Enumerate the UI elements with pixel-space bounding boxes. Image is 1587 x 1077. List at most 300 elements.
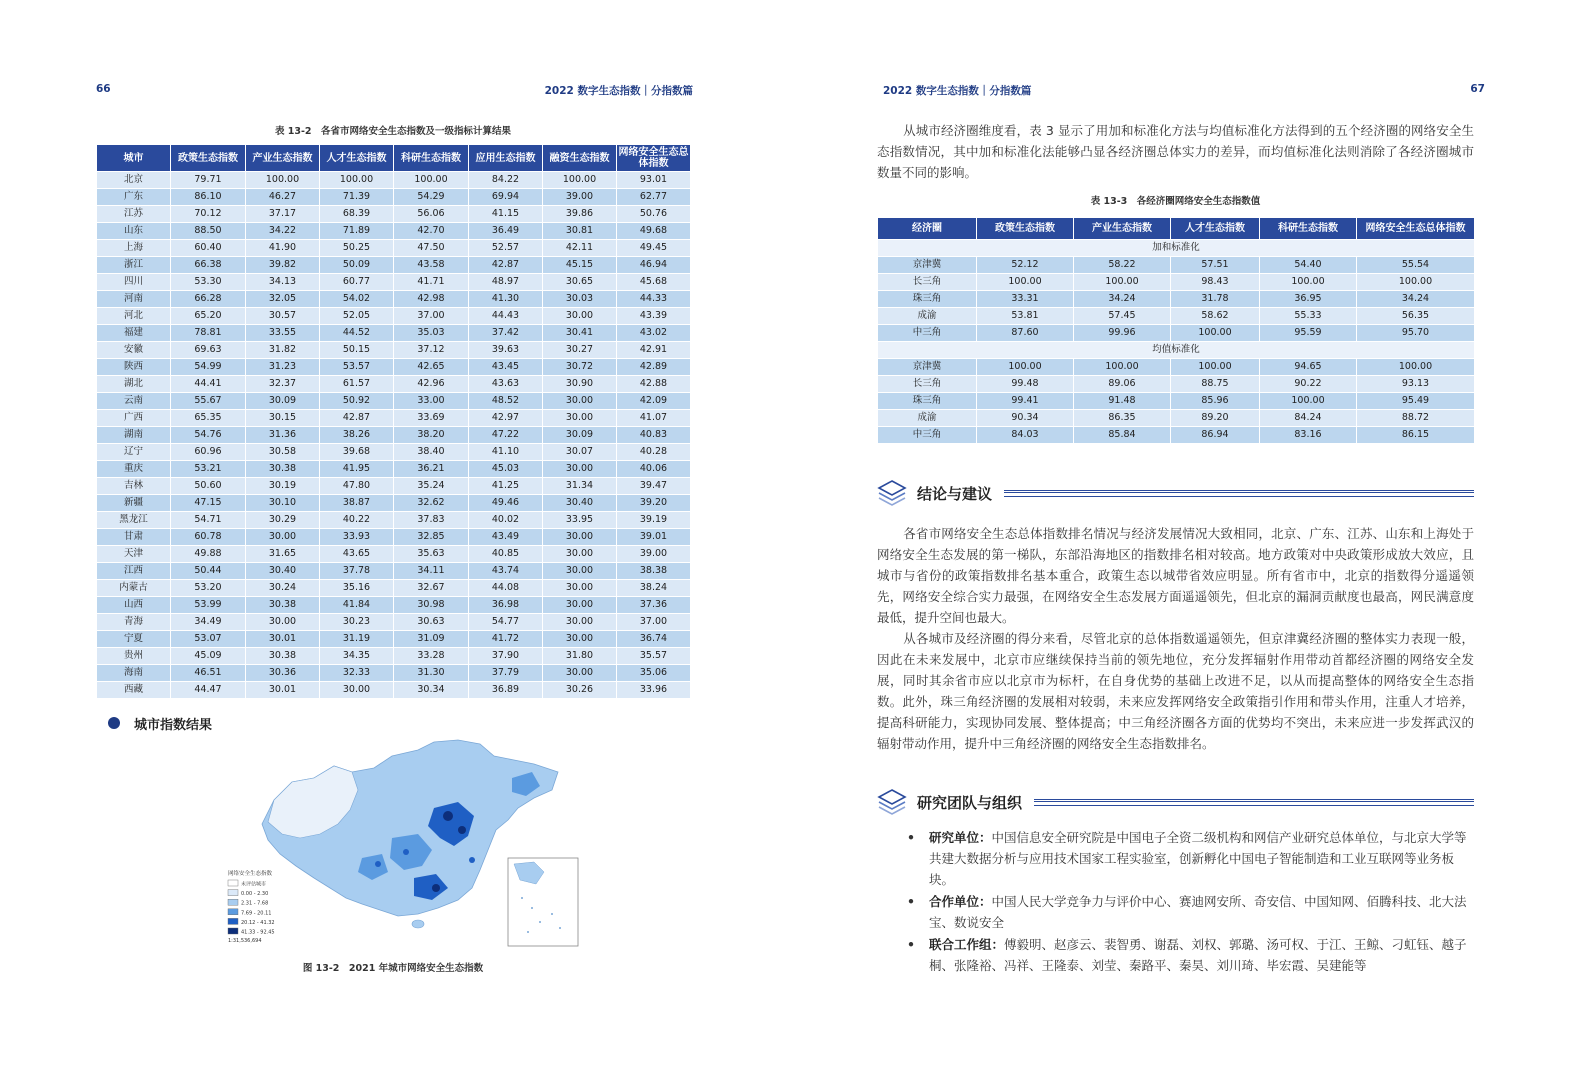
table-cell: 37.42	[469, 325, 543, 342]
layers-icon	[877, 787, 907, 817]
table-cell: 广东	[97, 189, 171, 206]
table-cell: 89.20	[1171, 410, 1260, 427]
table-cell: 宁夏	[97, 631, 171, 648]
table-row	[97, 376, 691, 393]
table-cell: 38.40	[394, 444, 469, 461]
table-cell: 39.63	[469, 342, 543, 359]
table-cell: 93.01	[617, 172, 691, 189]
table-row	[878, 274, 1475, 291]
table-cell: 30.27	[543, 342, 617, 359]
table-header-cell: 科研生态指数	[1260, 218, 1357, 240]
table-cell: 30.90	[543, 376, 617, 393]
table-cell: 36.74	[617, 631, 691, 648]
table-cell: 70.12	[171, 206, 246, 223]
table-cell: 39.01	[617, 529, 691, 546]
hainan-island	[412, 920, 424, 928]
table-cell: 38.20	[394, 427, 469, 444]
table-cell: 35.24	[394, 478, 469, 495]
table-cell: 33.95	[543, 512, 617, 529]
legend-swatch	[228, 890, 238, 896]
table-cell: 61.57	[320, 376, 394, 393]
table-cell: 99.41	[977, 393, 1074, 410]
table-cell: 47.80	[320, 478, 394, 495]
table-group-row	[878, 240, 1475, 257]
table-cell: 57.51	[1171, 257, 1260, 274]
table-row	[878, 393, 1475, 410]
table-cell: 84.24	[1260, 410, 1357, 427]
table-row	[97, 631, 691, 648]
table-header-cell: 人才生态指数	[320, 145, 394, 172]
table-row	[97, 206, 691, 223]
table-cell: 32.67	[394, 580, 469, 597]
table-cell: 85.84	[1074, 427, 1171, 444]
list-item-label: 合作单位：	[929, 894, 992, 909]
table-cell: 33.96	[617, 682, 691, 699]
china-city-map	[222, 738, 582, 950]
legend-swatch	[228, 909, 238, 915]
table-cell: 河南	[97, 291, 171, 308]
table-row	[97, 172, 691, 189]
table-cell: 西藏	[97, 682, 171, 699]
table-cell: 48.97	[469, 274, 543, 291]
table-cell: 100.00	[1074, 274, 1171, 291]
table-cell: 京津冀	[878, 257, 977, 274]
table-group-label: 加和标准化	[878, 240, 1475, 257]
city-index-table	[96, 144, 691, 699]
table-cell: 30.00	[246, 529, 320, 546]
table-cell: 100.00	[394, 172, 469, 189]
table-header-cell: 产业生态指数	[1074, 218, 1171, 240]
legend-scale: 1:31,536,694	[228, 938, 262, 944]
table-row	[878, 427, 1475, 444]
table-cell: 40.28	[617, 444, 691, 461]
table-cell: 30.07	[543, 444, 617, 461]
table-cell: 66.28	[171, 291, 246, 308]
table-row	[97, 393, 691, 410]
table-cell: 37.17	[246, 206, 320, 223]
table-cell: 42.91	[617, 342, 691, 359]
table-row	[97, 427, 691, 444]
heading-text: 研究团队与组织	[917, 793, 1023, 812]
table-cell: 湖北	[97, 376, 171, 393]
running-head: 2022 数字生态指数｜分指数篇	[883, 85, 1032, 97]
table-cell: 50.15	[320, 342, 394, 359]
table-cell: 69.94	[469, 189, 543, 206]
bullet-icon: •	[907, 830, 915, 845]
table-cell: 34.22	[246, 223, 320, 240]
table-cell: 52.57	[469, 240, 543, 257]
table-cell: 31.78	[1171, 291, 1260, 308]
table-cell: 天津	[97, 546, 171, 563]
table-row	[97, 240, 691, 257]
table-cell: 30.09	[543, 427, 617, 444]
table-header-cell: 人才生态指数	[1171, 218, 1260, 240]
table-row	[97, 274, 691, 291]
table-row	[97, 512, 691, 529]
table-header-cell: 产业生态指数	[246, 145, 320, 172]
table-row	[97, 223, 691, 240]
table-cell: 山西	[97, 597, 171, 614]
table-cell: 30.36	[246, 665, 320, 682]
table-cell: 100.00	[1357, 274, 1475, 291]
table-cell: 40.06	[617, 461, 691, 478]
table-cell: 48.52	[469, 393, 543, 410]
table-row	[97, 342, 691, 359]
table-cell: 56.35	[1357, 308, 1475, 325]
table-cell: 42.89	[617, 359, 691, 376]
table-cell: 37.83	[394, 512, 469, 529]
table-cell: 53.20	[171, 580, 246, 597]
table-cell: 53.21	[171, 461, 246, 478]
table-header-cell: 融资生态指数	[543, 145, 617, 172]
table-cell: 50.44	[171, 563, 246, 580]
table-cell: 江西	[97, 563, 171, 580]
table-cell: 52.05	[320, 308, 394, 325]
table-cell: 65.35	[171, 410, 246, 427]
table-cell: 44.43	[469, 308, 543, 325]
table-cell: 34.35	[320, 648, 394, 665]
table-header-cell: 网络安全生态总体指数	[1357, 218, 1475, 240]
table-cell: 39.68	[320, 444, 394, 461]
table-cell: 42.65	[394, 359, 469, 376]
table-cell: 100.00	[1171, 325, 1260, 342]
table-cell: 30.72	[543, 359, 617, 376]
map-legend	[228, 869, 275, 944]
table-cell: 41.30	[469, 291, 543, 308]
table-cell: 55.33	[1260, 308, 1357, 325]
table-cell: 42.88	[617, 376, 691, 393]
table-cell: 30.38	[246, 461, 320, 478]
table-cell: 88.72	[1357, 410, 1475, 427]
table-cell: 41.10	[469, 444, 543, 461]
table-cell: 长三角	[878, 376, 977, 393]
table-cell: 37.00	[617, 614, 691, 631]
table-cell: 京津冀	[878, 359, 977, 376]
table-cell: 30.09	[246, 393, 320, 410]
table-cell: 50.76	[617, 206, 691, 223]
table-cell: 87.60	[977, 325, 1074, 342]
table-cell: 43.58	[394, 257, 469, 274]
city-point	[458, 826, 466, 834]
table-cell: 32.85	[394, 529, 469, 546]
table-cell: 38.24	[617, 580, 691, 597]
table-header-cell: 科研生态指数	[394, 145, 469, 172]
table-cell: 49.45	[617, 240, 691, 257]
table-cell: 43.49	[469, 529, 543, 546]
table-cell: 85.96	[1171, 393, 1260, 410]
table-cell: 36.89	[469, 682, 543, 699]
legend-swatch	[228, 918, 238, 924]
legend-label: 7.69 - 20.11	[241, 910, 272, 917]
table-cell: 30.03	[543, 291, 617, 308]
table-cell: 100.00	[1074, 359, 1171, 376]
table-cell: 30.00	[543, 614, 617, 631]
table-cell: 30.24	[246, 580, 320, 597]
table-cell: 重庆	[97, 461, 171, 478]
table-cell: 贵州	[97, 648, 171, 665]
table-cell: 31.34	[543, 478, 617, 495]
table-cell: 41.25	[469, 478, 543, 495]
table-cell: 54.71	[171, 512, 246, 529]
table-cell: 上海	[97, 240, 171, 257]
team-heading	[877, 787, 1474, 817]
table-group-label: 均值标准化	[878, 342, 1475, 359]
table-cell: 42.87	[320, 410, 394, 427]
table-row	[97, 359, 691, 376]
table-cell: 32.33	[320, 665, 394, 682]
table-cell: 陕西	[97, 359, 171, 376]
map-caption: 图 13-2 2021 年城市网络安全生态指数	[302, 963, 484, 974]
table-cell: 50.92	[320, 393, 394, 410]
table-cell: 43.63	[469, 376, 543, 393]
list-item-text: 傅毅明、赵彦云、裴智勇、谢磊、刘权、郭璐、汤可权、于江、王鲸、刁虹钰、越子桐、张隆裕、冯祥、王隆泰、刘莹、秦路平、秦昊、刘川琦、毕宏霞、吴建能等	[929, 937, 1467, 973]
table-cell: 30.15	[246, 410, 320, 427]
table-row	[878, 325, 1475, 342]
table-cell: 69.63	[171, 342, 246, 359]
table-row	[97, 257, 691, 274]
table-cell: 49.68	[617, 223, 691, 240]
table-cell: 30.00	[543, 308, 617, 325]
table-cell: 30.00	[246, 614, 320, 631]
table-cell: 30.00	[543, 529, 617, 546]
table-row	[97, 325, 691, 342]
table-cell: 86.10	[171, 189, 246, 206]
table-cell: 37.12	[394, 342, 469, 359]
table-cell: 54.29	[394, 189, 469, 206]
table-cell: 黑龙江	[97, 512, 171, 529]
table-cell: 99.48	[977, 376, 1074, 393]
table-cell: 40.85	[469, 546, 543, 563]
list-item-text: 中国信息安全研究院是中国电子全资二级机构和网信产业研究总体单位，与北京大学等共建大数据分析与应用技术国家工程实验室，创新孵化中国电子智能制造和工业互联网等业务板块。	[929, 830, 1467, 887]
table-cell: 49.46	[469, 495, 543, 512]
table-row	[878, 257, 1475, 274]
table-cell: 30.65	[543, 274, 617, 291]
table-caption: 表 13-3 各经济圈网络安全生态指数值	[1090, 196, 1261, 207]
section-title: 城市指数结果	[134, 718, 213, 733]
table-row	[878, 376, 1475, 393]
table-cell: 30.00	[543, 461, 617, 478]
table-cell: 53.30	[171, 274, 246, 291]
table-cell: 39.47	[617, 478, 691, 495]
table-row	[97, 546, 691, 563]
table-cell: 44.52	[320, 325, 394, 342]
table-cell: 35.03	[394, 325, 469, 342]
table-cell: 45.03	[469, 461, 543, 478]
table-cell: 62.77	[617, 189, 691, 206]
table-row	[878, 410, 1475, 427]
table-cell: 44.08	[469, 580, 543, 597]
heading-text: 结论与建议	[917, 484, 993, 503]
table-cell: 中三角	[878, 325, 977, 342]
table-row	[97, 410, 691, 427]
table-cell: 34.49	[171, 614, 246, 631]
conclusion-paragraph-2: 从各城市及经济圈的得分来看，尽管北京的总体指数遥遥领先，但京津冀经济圈的整体实力表现一般，因此在未来发展中，北京市应继续保持当前的领先地位，充分发挥辐射作用带动首都经济圈的网络安全发展，同时其余省市应以北京市为标杆，在自身优势的基础上改进不足，以从而提高整体的网络安全生态指数。此外，珠三角经济圈的发展相对较弱，未来应发挥网络安全政策指引作用和带头作用，注重人才培养，提高科研能力，实现协同发展、整体提高；中三角经济圈各方面的优势均不突出，未来应进一步发挥武汉的辐射带动作用，提升中三角经济圈的网络安全生态指数排名。	[877, 631, 1474, 751]
table-cell: 四川	[97, 274, 171, 291]
table-cell: 40.02	[469, 512, 543, 529]
table-cell: 39.86	[543, 206, 617, 223]
legend-swatch	[228, 899, 238, 905]
page-number: 67	[1470, 83, 1485, 95]
table-cell: 30.00	[543, 393, 617, 410]
table-cell: 30.34	[394, 682, 469, 699]
table-header-cell: 网络安全生态总体指数	[617, 145, 691, 172]
table-cell: 100.00	[1260, 393, 1357, 410]
table-cell: 辽宁	[97, 444, 171, 461]
table-cell: 30.00	[543, 631, 617, 648]
table-cell: 49.88	[171, 546, 246, 563]
table-cell: 云南	[97, 393, 171, 410]
table-cell: 71.89	[320, 223, 394, 240]
table-cell: 30.58	[246, 444, 320, 461]
bullet-icon: •	[907, 937, 915, 952]
table-cell: 42.70	[394, 223, 469, 240]
table-cell: 53.07	[171, 631, 246, 648]
table-cell: 71.39	[320, 189, 394, 206]
table-cell: 100.00	[246, 172, 320, 189]
table-cell: 86.15	[1357, 427, 1475, 444]
table-cell: 30.19	[246, 478, 320, 495]
table-cell: 35.16	[320, 580, 394, 597]
table-cell: 68.39	[320, 206, 394, 223]
table-cell: 95.70	[1357, 325, 1475, 342]
list-item	[905, 827, 1475, 890]
table-row	[97, 308, 691, 325]
city-point	[375, 861, 381, 867]
table-cell: 30.63	[394, 614, 469, 631]
table-cell: 30.00	[543, 563, 617, 580]
table-cell: 100.00	[320, 172, 394, 189]
table-header-cell: 政策生态指数	[977, 218, 1074, 240]
table-cell: 65.20	[171, 308, 246, 325]
table-row	[97, 580, 691, 597]
table-cell: 94.65	[1260, 359, 1357, 376]
list-item-text: 中国人民大学竞争力与评价中心、赛迪网安所、奇安信、中国知网、佰腾科技、北大法宝、数说安全	[929, 894, 1467, 930]
intro-paragraph: 从城市经济圈维度看，表 3 显示了用加和标准化方法与均值标准化方法得到的五个经济圈的网络安全生态指数情况，其中加和标准化法能够凸显各经济圈总体实力的差异，而均值标准化法则消除了各经济圈城市数量不同的影响。	[877, 123, 1474, 180]
table-cell: 38.87	[320, 495, 394, 512]
table-cell: 50.25	[320, 240, 394, 257]
table-cell: 长三角	[878, 274, 977, 291]
table-cell: 34.13	[246, 274, 320, 291]
table-row	[97, 614, 691, 631]
table-cell: 52.12	[977, 257, 1074, 274]
table-group-row	[878, 342, 1475, 359]
table-cell: 100.00	[1357, 359, 1475, 376]
table-cell: 30.10	[246, 495, 320, 512]
table-cell: 31.36	[246, 427, 320, 444]
table-cell: 95.49	[1357, 393, 1475, 410]
table-cell: 36.95	[1260, 291, 1357, 308]
list-item	[905, 934, 1475, 976]
table-row	[97, 495, 691, 512]
table-cell: 31.65	[246, 546, 320, 563]
table-cell: 41.90	[246, 240, 320, 257]
table-cell: 安徽	[97, 342, 171, 359]
table-cell: 39.20	[617, 495, 691, 512]
table-cell: 44.47	[171, 682, 246, 699]
table-cell: 甘肃	[97, 529, 171, 546]
legend-swatch	[228, 928, 238, 934]
table-cell: 60.96	[171, 444, 246, 461]
table-cell: 37.36	[617, 597, 691, 614]
table-cell: 54.99	[171, 359, 246, 376]
table-cell: 33.69	[394, 410, 469, 427]
table-cell: 30.38	[246, 597, 320, 614]
table-cell: 60.77	[320, 274, 394, 291]
table-cell: 36.21	[394, 461, 469, 478]
table-cell: 30.57	[246, 308, 320, 325]
table-cell: 54.77	[469, 614, 543, 631]
table-cell: 33.93	[320, 529, 394, 546]
table-cell: 32.37	[246, 376, 320, 393]
table-cell: 30.00	[543, 597, 617, 614]
table-cell: 86.35	[1074, 410, 1171, 427]
table-cell: 43.74	[469, 563, 543, 580]
table-cell: 100.00	[977, 274, 1074, 291]
table-cell: 30.23	[320, 614, 394, 631]
table-cell: 河北	[97, 308, 171, 325]
table-cell: 50.09	[320, 257, 394, 274]
table-cell: 青海	[97, 614, 171, 631]
table-cell: 95.59	[1260, 325, 1357, 342]
table-cell: 45.15	[543, 257, 617, 274]
table-cell: 34.24	[1074, 291, 1171, 308]
table-cell: 内蒙古	[97, 580, 171, 597]
table-cell: 30.41	[543, 325, 617, 342]
table-cell: 成渝	[878, 410, 977, 427]
running-head: 2022 数字生态指数｜分指数篇	[544, 85, 693, 97]
table-cell: 46.51	[171, 665, 246, 682]
table-cell: 30.00	[320, 682, 394, 699]
table-cell: 31.30	[394, 665, 469, 682]
table-cell: 42.96	[394, 376, 469, 393]
table-cell: 32.62	[394, 495, 469, 512]
city-point	[469, 857, 475, 863]
table-cell: 41.07	[617, 410, 691, 427]
table-cell: 吉林	[97, 478, 171, 495]
table-cell: 31.19	[320, 631, 394, 648]
table-cell: 江苏	[97, 206, 171, 223]
table-cell: 42.11	[543, 240, 617, 257]
table-cell: 79.71	[171, 172, 246, 189]
table-cell: 成渝	[878, 308, 977, 325]
table-cell: 100.00	[1171, 359, 1260, 376]
table-cell: 37.79	[469, 665, 543, 682]
table-cell: 55.67	[171, 393, 246, 410]
team-list	[905, 827, 1475, 977]
table-cell: 43.39	[617, 308, 691, 325]
table-cell: 38.26	[320, 427, 394, 444]
table-row	[97, 461, 691, 478]
table-cell: 福建	[97, 325, 171, 342]
table-row	[97, 665, 691, 682]
table-cell: 39.00	[617, 546, 691, 563]
table-cell: 珠三角	[878, 291, 977, 308]
table-cell: 35.63	[394, 546, 469, 563]
table-cell: 30.00	[543, 580, 617, 597]
table-header-cell: 城市	[97, 145, 171, 172]
table-cell: 58.62	[1171, 308, 1260, 325]
table-caption: 表 13-2 各省市网络安全生态指数及一级指标计算结果	[274, 126, 512, 137]
table-cell: 43.02	[617, 325, 691, 342]
table-cell: 43.65	[320, 546, 394, 563]
table-cell: 30.00	[543, 410, 617, 427]
table-cell: 40.22	[320, 512, 394, 529]
list-item	[905, 891, 1475, 933]
table-cell: 88.50	[171, 223, 246, 240]
table-cell: 42.09	[617, 393, 691, 410]
table-cell: 45.68	[617, 274, 691, 291]
table-row	[878, 359, 1475, 376]
